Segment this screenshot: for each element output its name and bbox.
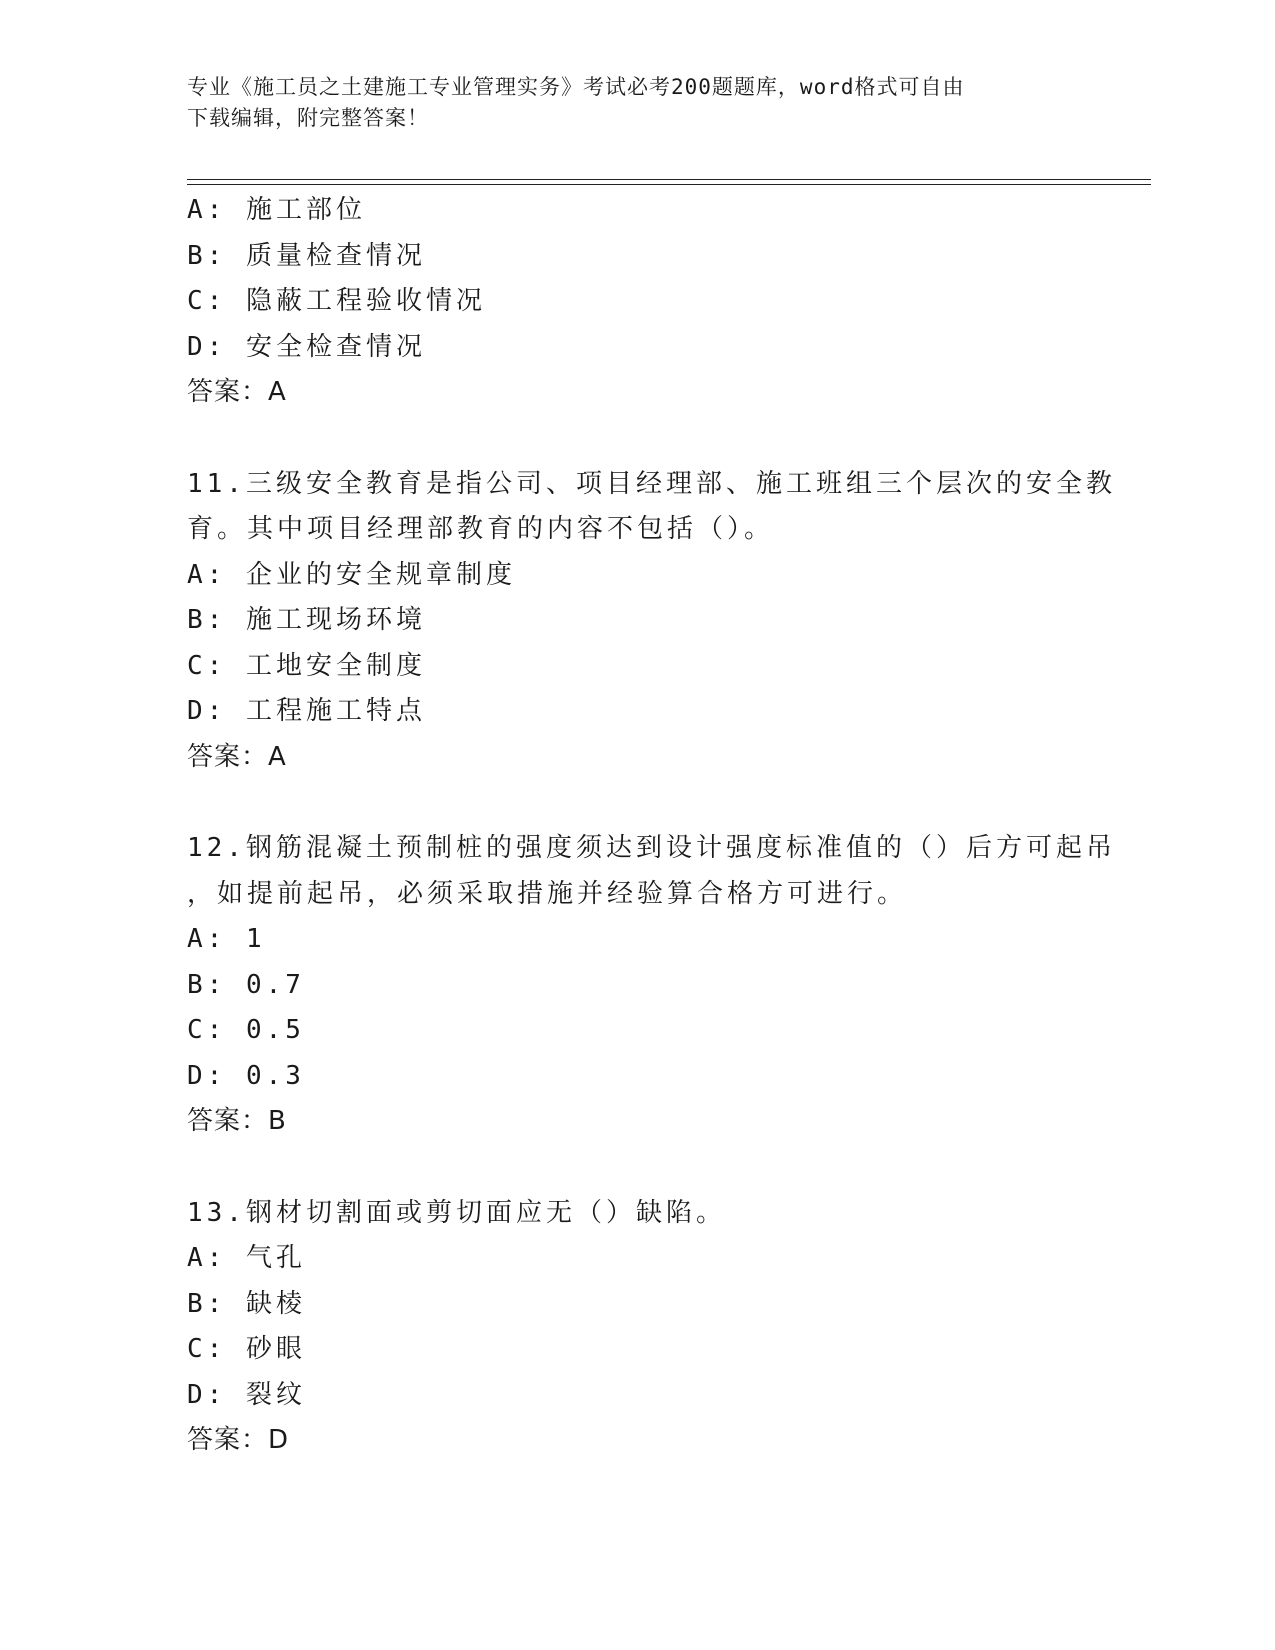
answer-line: 答案：D bbox=[187, 1425, 290, 1455]
option-c: C: 工地安全制度 bbox=[187, 650, 426, 681]
answer-line: 答案：A bbox=[187, 741, 287, 772]
option-a: A: 企业的安全规章制度 bbox=[187, 559, 516, 590]
option-b: B: 0.7 bbox=[187, 969, 305, 1000]
option-b: B: 施工现场环境 bbox=[187, 605, 426, 635]
question-text: ，如提前起吊，必须采取措施并经验算合格方可进行。 bbox=[187, 878, 908, 909]
question-block bbox=[187, 826, 1116, 1145]
option-d: D: 裂纹 bbox=[187, 1379, 306, 1410]
option-a: A: 施工部位 bbox=[187, 195, 366, 225]
header-line-2: 下载编辑，附完整答案！ bbox=[187, 106, 429, 130]
question-block bbox=[187, 188, 1087, 416]
option-c: C: 0.5 bbox=[187, 1015, 305, 1045]
question-text: 12.钢筋混凝土预制桩的强度须达到设计强度标准值的（）后方可起吊 bbox=[187, 833, 1116, 863]
question-block bbox=[187, 1191, 1087, 1464]
option-d: D: 工程施工特点 bbox=[187, 696, 426, 726]
question-text: 13.钢材切割面或剪切面应无（）缺陷。 bbox=[187, 1197, 726, 1228]
header-line-1: 专业《施工员之土建施工专业管理实务》考试必考200题题库，word格式可自由 bbox=[187, 75, 965, 99]
document-header bbox=[187, 72, 1087, 134]
option-d: D: 0.3 bbox=[187, 1060, 305, 1091]
option-d: D: 安全检查情况 bbox=[187, 331, 426, 362]
header-divider-top bbox=[187, 179, 1151, 180]
question-text: 育。其中项目经理部教育的内容不包括（）。 bbox=[187, 514, 775, 544]
question-block bbox=[187, 462, 1116, 781]
option-a: A: 1 bbox=[187, 924, 266, 954]
question-text: 11.三级安全教育是指公司、项目经理部、施工班组三个层次的安全教 bbox=[187, 468, 1116, 499]
option-b: B: 质量检查情况 bbox=[187, 240, 426, 271]
option-b: B: 缺棱 bbox=[187, 1288, 306, 1319]
header-divider-bottom bbox=[187, 184, 1151, 185]
option-c: C: 砂眼 bbox=[187, 1334, 306, 1364]
answer-line: 答案：A bbox=[187, 377, 287, 407]
question-list bbox=[187, 188, 1116, 1464]
option-a: A: 气孔 bbox=[187, 1243, 306, 1273]
option-c: C: 隐蔽工程验收情况 bbox=[187, 286, 486, 316]
answer-line: 答案：B bbox=[187, 1106, 287, 1136]
